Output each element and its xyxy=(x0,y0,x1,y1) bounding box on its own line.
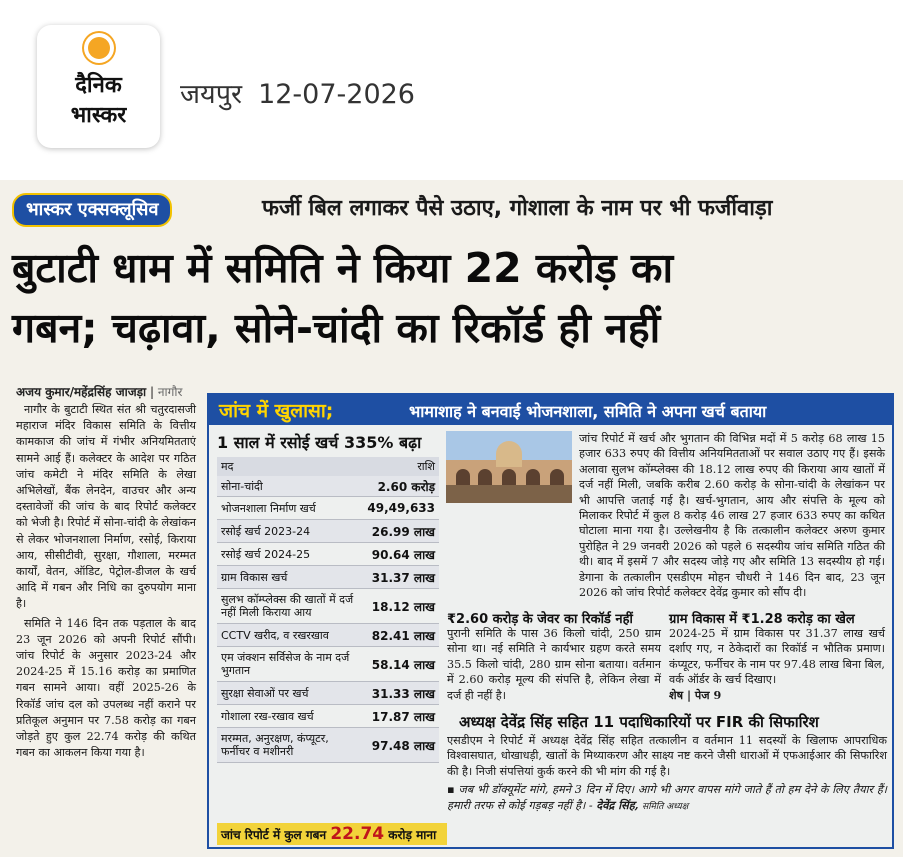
table-row xyxy=(217,543,439,566)
headline-line1: बुटाटी धाम में समिति ने किया 22 करोड़ का xyxy=(12,244,674,292)
sun-icon xyxy=(88,37,110,59)
footer-suffix: करोड़ माना xyxy=(388,828,437,842)
fir-text xyxy=(447,733,887,815)
table-footer xyxy=(217,823,447,845)
box-kicker: जांच में खुलासा; xyxy=(219,400,334,422)
row-item: रसोई खर्च 2023-24 xyxy=(221,524,311,538)
table-row xyxy=(217,705,439,728)
row-amount: 17.87 लाख xyxy=(371,709,435,724)
village-paragraph: 2024-25 में ग्राम विकास पर 31.37 लाख खर्च दर्शाए गए, न ठेकेदारों का रिकॉर्ड न भौतिक प्रमाण। कंप्यूटर, फर्नीचर के नाम पर 97.48 लाख बिना बिल, वर्क ऑर्डर के खर्च दिखाए। xyxy=(669,627,885,687)
row-amount: 2.60 करोड़ xyxy=(377,479,435,494)
main-text-top xyxy=(579,431,885,600)
arch xyxy=(526,469,540,485)
table-row xyxy=(217,497,439,520)
left-column xyxy=(16,402,196,764)
subhead-fir: अध्यक्ष देवेंद्र सिंह सहित 11 पदाधिकारियों पर FIR की सिफारिश xyxy=(459,713,819,731)
arch xyxy=(550,469,564,485)
arch xyxy=(478,469,492,485)
app-header xyxy=(0,0,903,172)
row-item: रसोई खर्च 2024-25 xyxy=(221,547,311,561)
subhead-village: ग्राम विकास में ₹1.28 करोड़ का खेल xyxy=(669,612,855,627)
left-paragraph-2: समिति ने 146 दिन तक पड़ताल के बाद 23 जून 2026 को अपनी रिपोर्ट सौंपी। जांच रिपोर्ट के अनुसार 2023-24 और 2024-25 में 15.16 करोड़ का प्रमाणित गबन सामने आया। वहीं 2025-26 के रिकॉर्ड जांच दल को उपलब्ध नहीं कराने पर प्रतिकूल अनुमान पर 7.58 करोड़ का गबन जोड़ते हुए कुल 22.74 करोड़ की कथित गबन का आकलन किया गया है। xyxy=(16,616,196,760)
footer-prefix: जांच रिपोर्ट में कुल गबन xyxy=(221,828,327,842)
table-row xyxy=(217,682,439,705)
table-row xyxy=(217,728,439,763)
footer-amount: 22.74 xyxy=(330,824,385,844)
row-item: गोशाला रख-रखाव खर्च xyxy=(221,709,314,723)
row-item: सुरक्षा सेवाओं पर खर्च xyxy=(221,686,309,700)
row-amount: 82.41 लाख xyxy=(371,628,435,643)
dateline xyxy=(180,74,415,111)
table-title: 1 साल में रसोई खर्च 335% बढ़ा xyxy=(217,433,422,452)
row-item: सोना-चांदी xyxy=(221,479,263,493)
table-row xyxy=(217,520,439,543)
row-amount: 18.12 लाख xyxy=(371,599,435,614)
box-header xyxy=(209,395,892,425)
kicker-text: फर्जी बिल लगाकर पैसे उठाए, गोशाला के नाम पर भी फर्जीवाड़ा xyxy=(262,196,773,221)
table-row xyxy=(217,647,439,682)
quote-role: समिति अध्यक्ष xyxy=(642,801,689,812)
row-item: भोजनशाला निर्माण खर्च xyxy=(221,501,316,515)
row-amount: 31.37 लाख xyxy=(371,570,435,585)
table-row xyxy=(217,476,439,497)
byline-authors: अजय कुमार/महेंद्रसिंह जाजड़ा xyxy=(16,385,147,399)
expense-table xyxy=(217,431,439,763)
temple-photo xyxy=(446,431,572,503)
row-item: एम जंक्शन सर्विसेज के नाम दर्ज भुगतान xyxy=(221,651,350,677)
city-label: जयपुर xyxy=(180,79,243,110)
newspaper-clipping xyxy=(0,180,903,857)
fir-paragraph: एसडीएम ने रिपोर्ट में अध्यक्ष देवेंद्र सिंह सहित तत्कालीन व वर्तमान 11 सदस्यों के खिलाफ आपराधिक विश्वासघात, धोखाधड़ी, खातों के मिथ्याकरण और साक्ष्य नष्ट करने जैसी धाराओं में एफआईआर की सिफारिश की है। निजी संपत्तियां कुर्क करने की भी मांग की गई है। xyxy=(447,734,887,778)
quote xyxy=(447,782,887,815)
byline-place: नागौर xyxy=(157,385,183,399)
table-row xyxy=(217,624,439,647)
row-amount: 31.33 लाख xyxy=(371,686,435,701)
arch xyxy=(502,469,516,485)
row-amount: 49,49,633 xyxy=(367,501,435,515)
row-item: मरम्मत, अनुरक्षण, कंप्यूटर, फर्नीचर व मशीनरी xyxy=(221,732,329,758)
quote-author: देवेंद्र सिंह, xyxy=(596,797,639,812)
jewellery-paragraph: पुरानी समिति के पास 36 किलो चांदी, 250 ग्राम सोना था। नई समिति ने कार्यभार ग्रहण करते समय 35.5 किलो चांदी, 280 ग्राम सोना बताया। वर्तमान में 2.60 करोड़ मूल्य की संपत्ति है, लेकिन लेखा में दर्ज ही नहीं है। xyxy=(447,627,661,702)
village-text xyxy=(669,626,885,703)
headline xyxy=(12,238,892,358)
kicker-row xyxy=(12,193,892,225)
row-amount: 90.64 लाख xyxy=(371,547,435,562)
arch xyxy=(456,469,470,485)
col-item-header: मद xyxy=(221,460,234,473)
exclusive-tag: भास्कर एक्सक्लूसिव xyxy=(12,193,172,227)
col-amount-header: राशि xyxy=(417,460,435,473)
investigation-box xyxy=(207,393,894,849)
quote-text: ▪ जब भी डॉक्यूमेंट मांगे, हमने 3 दिन में दिए। आगे भी अगर वापस मांगे जाते हैं तो हम देने के लिए तैयार हैं। हमारी तरफ से कोई गड़बड़ नहीं है। - xyxy=(447,783,887,812)
left-paragraph-1: नागौर के बुटाटी स्थित संत श्री चतुरदासजी महाराज मंदिर विकास समिति के वित्तीय कामकाज की जांच में गंभीर अनियमितताएं सामने आई हैं। कलेक्टर के आदेश पर गठित जांच कमेटी ने मंदिर समिति के लेखा अभिलेखों, बैंक लेनदेन, वाउचर और अन्य दस्तावेजों की जांच के बाद रिपोर्ट कलेक्टर को भेजी है। रिपोर्ट में सोना-चांदी के लेखांकन से लेकर भोजनशाला निर्माण, रसोई, किराया आय, सीसीटीवी, सुरक्षा, गौशाला, मरम्मत कार्यों, वेतन, ऑडिट, पेट्रोल-डीजल के खर्च आदि में गबन और निधि का दुरुपयोग माना है। xyxy=(16,403,196,611)
table-rows xyxy=(217,476,439,763)
row-item: ग्राम विकास खर्च xyxy=(221,570,288,584)
dainik-bhaskar-logo[interactable] xyxy=(37,25,160,148)
temple-dome xyxy=(496,441,522,467)
row-amount: 97.48 लाख xyxy=(371,738,435,753)
headline-line2: गबन; चढ़ावा, सोने-चांदी का रिकॉर्ड ही नहीं xyxy=(12,304,661,352)
table-row xyxy=(217,589,439,624)
row-item: CCTV खरीद, व रखरखाव xyxy=(221,628,329,642)
row-amount: 58.14 लाख xyxy=(371,657,435,672)
logo-line2: भास्कर xyxy=(70,103,127,128)
jewellery-text xyxy=(447,626,661,703)
continued-label[interactable]: शेष | पेज 9 xyxy=(669,687,722,702)
row-item: सुलभ कॉम्प्लेक्स की खातों में दर्ज नहीं मिली किराया आय xyxy=(221,593,354,619)
main-paragraph: जांच रिपोर्ट में खर्च और भुगतान की विभिन्न मदों में 5 करोड़ 68 लाख 15 हजार 633 रुपए की वित्तीय अनियमितताओं पर सवाल उठाए गए हैं। इसके अलावा सुलभ कॉम्प्लेक्स की 18.12 लाख रुपए की किराया आय खातों में दर्ज नहीं मिली, जबकि करीब 2.60 करोड़ के सोना-चांदी के लेखांकन पर भी आपत्ति जताई गई है। खर्च-भुगतान, आय और संपत्ति के मूल्य को मिलाकर रिपोर्ट में कुल 8 करोड़ 46 लाख 27 हजार 633 रुपए का कथित घोटाला माना गया है। उल्लेखनीय है कि तत्कालीन कलेक्टर अरुण कुमार पुरोहित ने 29 जनवरी 2026 को पहले 6 सदस्यीय जांच समिति गठित की थी। बाद में इसमें 7 और सदस्य जोड़े गए और समिति 13 सदस्यीय हो गई। डेगाना के तत्कालीन एसडीएम मोहन चौधरी ने 146 दिन बाद, 23 जून 2026 को जांच रिपोर्ट कलेक्टर देवेंद्र कुमार को सौंप दी। xyxy=(579,432,885,600)
subhead-jewellery: ₹2.60 करोड़ के जेवर का रिकॉर्ड नहीं xyxy=(447,612,633,627)
table-row xyxy=(217,566,439,589)
table-header xyxy=(217,457,439,476)
logo-line1: दैनिक xyxy=(75,73,122,98)
date-label: 12-07-2026 xyxy=(258,79,415,110)
box-title: भामाशाह ने बनवाई भोजनशाला, समिति ने अपना खर्च बताया xyxy=(409,402,767,421)
byline: अजय कुमार/महेंद्रसिंह जाजड़ा | नागौर xyxy=(16,385,183,399)
row-amount: 26.99 लाख xyxy=(371,524,435,539)
